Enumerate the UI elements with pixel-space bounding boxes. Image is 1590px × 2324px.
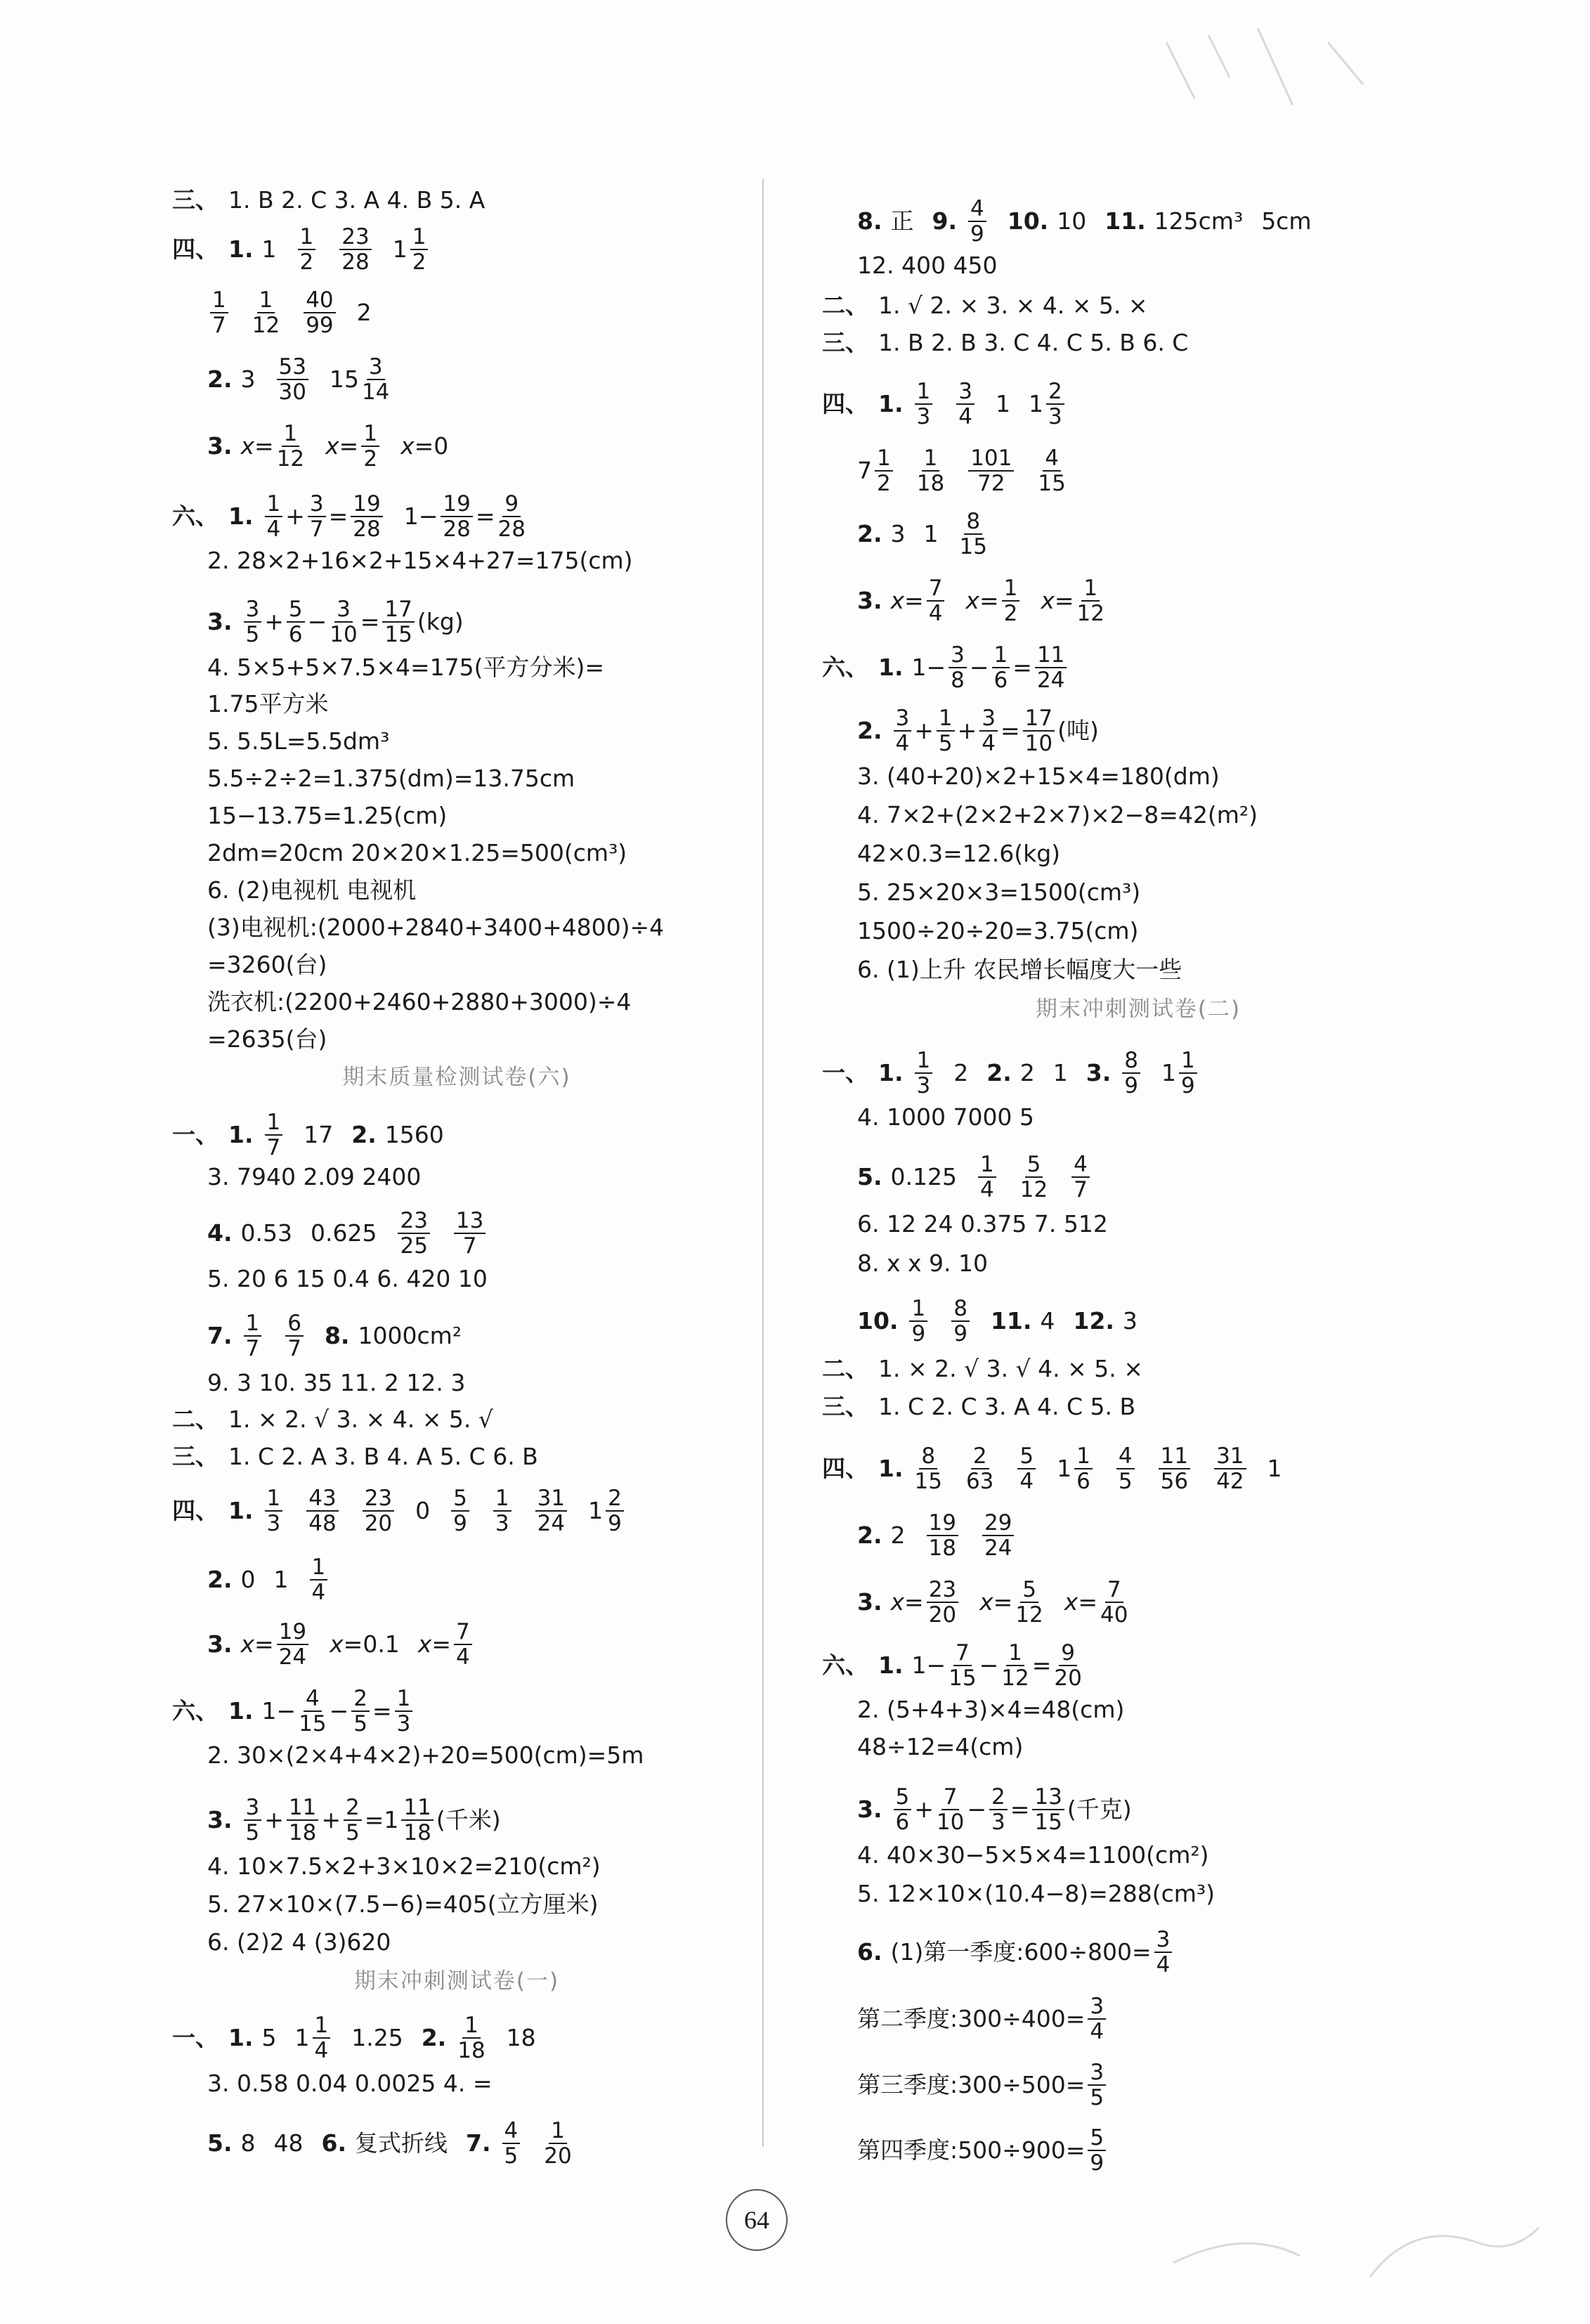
answer-line: 12. 400 450 [857, 252, 998, 279]
answer-line: 三、 1. C 2. A 3. B 4. A 5. C 6. B [172, 1443, 538, 1470]
answer-line: 3. x = 23 20 x = 5 12 x = 7 40 [857, 1577, 1128, 1628]
page-number: 64 [726, 2189, 788, 2251]
answer-line: 2. 2 19 18 29 24 [857, 1511, 1035, 1560]
answer-line: 4. 1000 7000 5 [857, 1103, 1034, 1131]
answer-line: 3. 7940 2.09 2400 [207, 1163, 422, 1190]
answer-line: 三、 1. B 2. B 3. C 4. C 5. B 6. C [822, 329, 1189, 356]
answer-line: 2. 0 1 1 4 [207, 1555, 348, 1604]
answer-line: 第二季度:300÷400= 3 4 [857, 1994, 1127, 2044]
answer-line: 7. 1 7 6 7 8. 1000cm² [207, 1311, 462, 1361]
answer-line: 二、 1. × 2. √ 3. × 4. × 5. √ [172, 1406, 493, 1433]
answer-line: 洗衣机:(2200+2460+2880+3000)÷4 [207, 988, 632, 1015]
answer-line: (3)电视机:(2000+2840+3400+4800)÷4 [207, 914, 665, 941]
answer-line: 5. 0.125 1 4 5 12 4 7 [857, 1153, 1111, 1202]
answer-line: 4. 10×7.5×2+3×10×2=210(cm²) [207, 1852, 601, 1880]
answer-line: 3. 3 5 + 5 6 − 3 10 = 17 15 (kg) [207, 597, 464, 647]
left-column [172, 0, 741, 2324]
answer-line: 六、 1. 1− 4 15 − 2 5 = 1 3 [172, 1687, 434, 1736]
answer-line: 3. 0.58 0.04 0.0025 4. = [207, 2070, 493, 2097]
column-divider [762, 179, 764, 2147]
answer-line: 1500÷20÷20=3.75(cm) [857, 917, 1139, 944]
answer-line: 2. (5+4+3)×4=48(cm) [857, 1696, 1125, 1723]
answer-line: 3. x = 7 4 x = 1 2 x = 1 12 [857, 576, 1104, 626]
section-title: 期末质量检测试卷(六) [342, 1065, 571, 1090]
answer-line: 6. (1)上升 农民增长幅度大一些 [857, 956, 1182, 983]
answer-line: 二、 1. × 2. √ 3. √ 4. × 5. × [822, 1355, 1143, 1382]
answer-line: 5. 12×10×(10.4−8)=288(cm³) [857, 1880, 1216, 1907]
right-column [822, 0, 1454, 2324]
answer-line: 3. x = 1 12 x = 1 2 x =0 [207, 421, 449, 472]
answer-line: 6. (1)第一季度:600÷800= 3 4 [857, 1928, 1193, 1977]
answer-line: 3. (40+20)×2+15×4=180(dm) [857, 762, 1220, 790]
answer-line: 六、 1. 1− 7 15 − 1 12 = 9 20 [822, 1640, 1082, 1691]
answer-line: 6. 12 24 0.375 7. 512 [857, 1210, 1108, 1238]
answer-line: 10. 1 9 8 9 11. 4 12. 3 [857, 1296, 1138, 1346]
answer-line: 第三季度:300÷500= 3 5 [857, 2060, 1127, 2110]
section-title: 期末冲刺测试卷(二) [1035, 997, 1242, 1022]
answer-line: 2dm=20cm 20×20×1.25=500(cm³) [207, 839, 627, 866]
answer-line: 四、 1. 8 15 2 63 5 4 1 1 6 4 5 11 56 31 42 1 [822, 1443, 1282, 1494]
answer-line: 四、 1. 1 3 3 4 1 1 2 3 [822, 379, 1086, 429]
answer-line: 2. 3 4 + 1 5 + 3 4 = 17 10 (吨) [857, 706, 1099, 756]
answer-line: 5. 27×10×(7.5−6)=405(立方厘米) [207, 1890, 599, 1918]
answer-line: 第四季度:500÷900= 5 9 [857, 2126, 1127, 2175]
answer-line: 8. x x 9. 10 [857, 1249, 988, 1277]
answer-line: 一、 1. 5 1 1 4 1.25 2. 1 18 18 [172, 2013, 536, 2063]
answer-line: 5.5÷2÷2=1.375(dm)=13.75cm [207, 765, 575, 792]
answer-line: =2635(台) [207, 1025, 327, 1053]
answer-line: 4. 40×30−5×5×4=1100(cm²) [857, 1841, 1209, 1869]
section-title: 期末冲刺测试卷(一) [353, 1968, 560, 1994]
answer-line: 四、 1. 1 3 43 48 23 20 0 5 9 1 3 31 24 1 2 9 [172, 1486, 645, 1536]
answer-line: 六、 1. 1 4 + 3 7 = 19 28 1− 19 28 = 9 28 [172, 491, 526, 542]
answer-line: 5. 8 48 6. 复式折线 7. 4 5 1 20 [207, 2118, 572, 2169]
answer-line: 4. 7×2+(2×2+2×7)×2−8=42(m²) [857, 801, 1258, 829]
answer-line: 二、 1. √ 2. × 3. × 4. × 5. × [822, 292, 1148, 319]
answer-line: 4. 5×5+5×7.5×4=175(平方分米)= [207, 654, 605, 681]
answer-line: 2. 28×2+16×2+15×4+27=175(cm) [207, 547, 633, 574]
answer-line: 5. 20 6 15 0.4 6. 420 10 [207, 1265, 488, 1292]
answer-line: 3. 5 6 + 7 10 − 2 3 = 13 15 (千克) [857, 1784, 1132, 1835]
answer-line: 四、 1. 1 1 2 23 28 1 1 2 [172, 225, 449, 274]
answer-line: 5. 25×20×3=1500(cm³) [857, 878, 1141, 906]
answer-line: 5. 5.5L=5.5dm³ [207, 727, 390, 755]
answer-line: 三、 1. B 2. C 3. A 4. B 5. A [172, 186, 486, 214]
answer-line: 一、 1. 1 3 2 2. 2 1 3. 8 9 1 1 9 [822, 1049, 1218, 1098]
answer-line: 48÷12=4(cm) [857, 1733, 1024, 1760]
answer-line: 2. 30×(2×4+4×2)+20=500(cm)=5m [207, 1741, 644, 1769]
answer-line: 2. 3 1 8 15 [857, 509, 987, 559]
answer-line: 42×0.3=12.6(kg) [857, 840, 1061, 867]
answer-line: 1 7 1 12 40 99 2 [207, 288, 390, 337]
answer-line: 15−13.75=1.25(cm) [207, 802, 448, 829]
answer-line: 8. 正 9. 4 9 10. 10 11. 125cm³ 5cm [857, 196, 1312, 247]
answer-line: 6. (2)2 4 (3)620 [207, 1928, 391, 1956]
answer-line: 3. x = 19 24 x =0.1 x = 7 4 [207, 1620, 493, 1669]
answer-line: =3260(台) [207, 951, 327, 978]
answer-line: 一、 1. 1 7 17 2. 1560 [172, 1110, 444, 1160]
answer-line: 3. 3 5 + 11 18 + 2 5 =1 11 18 (千米) [207, 1795, 501, 1845]
answer-line: 三、 1. C 2. C 3. A 4. C 5. B [822, 1393, 1136, 1420]
answer-line: 2. 3 53 30 15 3 14 [207, 354, 390, 405]
answer-line: 9. 3 10. 35 11. 2 12. 3 [207, 1369, 466, 1396]
answer-line: 7 1 2 1 18 101 72 4 15 [857, 446, 1066, 496]
answer-line: 6. (2)电视机 电视机 [207, 876, 417, 904]
answer-line: 4. 0.53 0.625 23 25 13 7 [207, 1209, 507, 1258]
answer-line: 六、 1. 1− 3 8 − 1 6 = 11 24 [822, 643, 1088, 692]
answer-line: 1.75平方米 [207, 690, 329, 718]
